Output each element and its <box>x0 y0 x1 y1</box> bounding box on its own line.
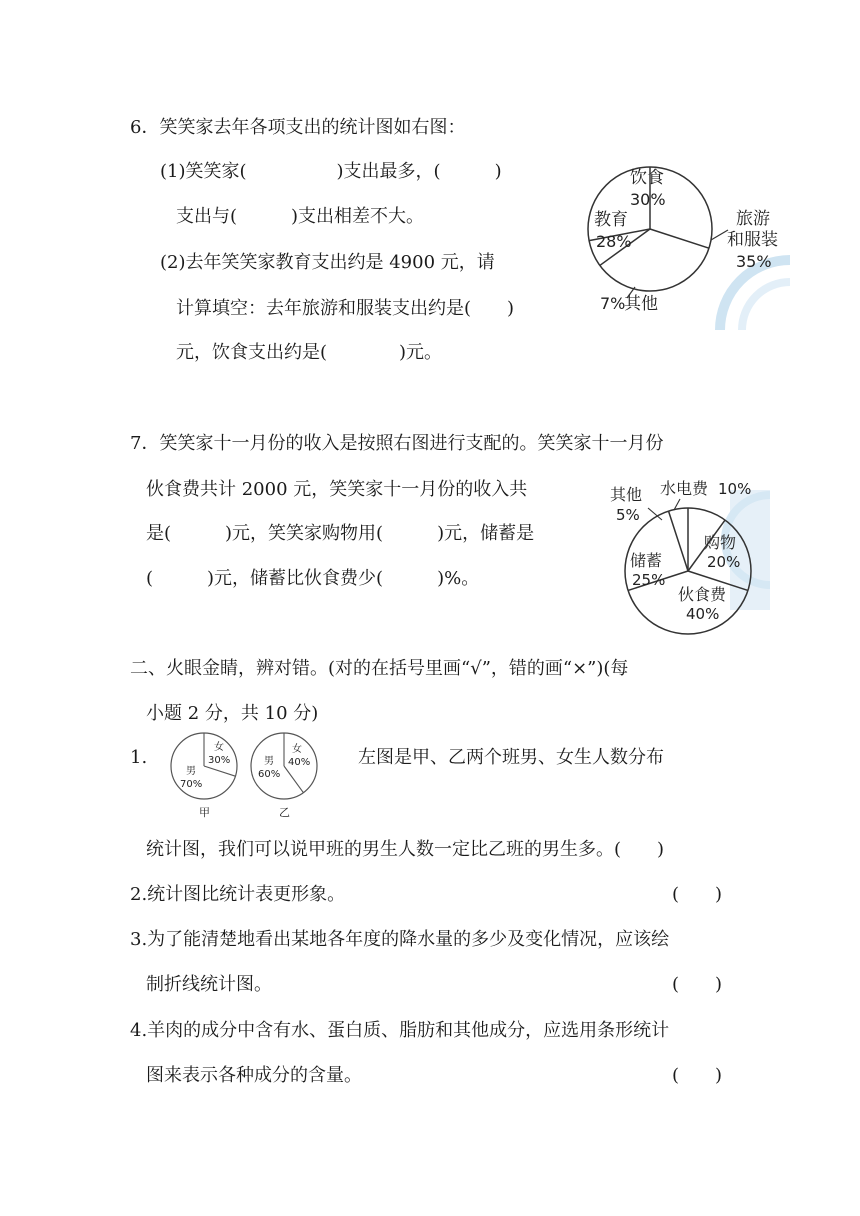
judge-item1-text: 左图是甲、乙两个班男、女生人数分布 <box>358 747 664 768</box>
pie3-pct-boys: 70% <box>180 779 203 790</box>
pie1-label-edu: 教育 <box>594 210 628 230</box>
pie1-pct-other: 7% <box>600 294 626 313</box>
section2-heading: 二、火眼金睛，辨对错。(对的在括号里画“√”，错的画“×”)(每 <box>130 658 629 679</box>
q6-part2-line3: 元，饮食支出约是( )元。 <box>176 342 443 363</box>
q6-title: 6．笑笑家去年各项支出的统计图如右图： <box>130 117 466 138</box>
pie2-label-food: 伙食费 <box>678 585 727 604</box>
judge-item4-answer-paren[interactable]: ( ) <box>672 1065 723 1086</box>
judge-item4-line1: 4.羊肉的成分中含有水、蛋白质、脂肪和其他成分，应选用条形统计 <box>130 1020 670 1041</box>
pie2-label-utility: 水电费 <box>660 479 709 498</box>
pie1-pct-food: 30% <box>630 190 666 209</box>
q7-line2: 伙食费共计 2000 元，笑笑家十一月份的收入共 <box>146 479 528 500</box>
pie1-label-other: 其他 <box>624 294 658 314</box>
q7-line4: ( )元，储蓄比伙食费少( )%。 <box>146 568 480 589</box>
q7-line1: 7．笑笑家十一月份的收入是按照右图进行支配的。笑笑家十一月份 <box>130 433 664 454</box>
judge-item4-line2: 图来表示各种成分的含量。 <box>146 1065 362 1086</box>
pie4-pct-boys: 60% <box>258 769 281 780</box>
pie1-leader-travel <box>711 230 728 240</box>
judge-item3-line1: 3.为了能清楚地看出某地各年度的降水量的多少及变化情况，应该绘 <box>130 929 670 950</box>
pie-chart-income <box>604 474 774 639</box>
pie-chart-class-a <box>168 728 240 820</box>
pie1-label-travel-2: 和服装 <box>727 230 778 250</box>
pie-chart-class-b <box>248 728 320 820</box>
pie2-pct-food: 40% <box>686 605 720 623</box>
pie3-pct-girls: 30% <box>208 755 231 766</box>
pie2-pct-other: 5% <box>616 506 640 524</box>
pie-slice-boundary <box>650 229 709 248</box>
judge-item2: 2.统计图比统计表更形象。 <box>130 884 346 905</box>
pie-slice-boundary <box>284 766 303 793</box>
pie1-pct-travel: 35% <box>736 252 772 271</box>
pie2-label-other: 其他 <box>610 485 643 504</box>
pie-chart-expenses <box>586 155 786 320</box>
judge-item3-answer-paren[interactable]: ( ) <box>672 974 723 995</box>
pie3-caption: 甲 <box>199 806 210 819</box>
pie-slice-boundary <box>204 766 235 776</box>
pie3-label-girls: 女 <box>214 742 224 753</box>
q6-part2-line2: 计算填空：去年旅游和服装支出约是( ) <box>176 298 515 319</box>
pie1-pct-edu: 28% <box>596 232 632 251</box>
q6-part1-line1: (1)笑笑家( )支出最多，( ) <box>160 161 502 182</box>
q7-line3: 是( )元，笑笑家购物用( )元，储蓄是 <box>146 523 535 544</box>
pie2-pct-savings: 25% <box>632 571 666 589</box>
judge-item3-line2: 制折线统计图。 <box>146 974 272 995</box>
judge-item1-number: 1. <box>130 747 148 768</box>
judge-item1-cont: 统计图，我们可以说甲班的男生人数一定比乙班的男生多。( ) <box>146 839 665 860</box>
pie4-pct-girls: 40% <box>288 757 311 768</box>
pie2-label-shopping: 购物 <box>704 533 737 552</box>
pie2-pct-utility: 10% <box>718 480 752 498</box>
pie2-label-savings: 储蓄 <box>630 551 663 570</box>
pie2-pct-shopping: 20% <box>707 553 741 571</box>
pie3-label-boys: 男 <box>186 766 196 777</box>
pie-slice-boundary <box>669 511 688 571</box>
pie1-label-travel: 旅游 <box>736 209 770 229</box>
pie1-label-food: 饮食 <box>630 168 664 188</box>
q6-part1-line2: 支出与( )支出相差不大。 <box>176 206 425 227</box>
pie4-label-boys: 男 <box>264 756 274 767</box>
q6-part2-line1: (2)去年笑笑家教育支出约是 4900 元，请 <box>160 252 495 273</box>
pie4-caption: 乙 <box>279 806 290 819</box>
pie4-label-girls: 女 <box>292 744 302 755</box>
judge-item2-answer-paren[interactable]: ( ) <box>672 884 723 905</box>
section2-heading-2: 小题 2 分，共 10 分) <box>146 703 319 724</box>
